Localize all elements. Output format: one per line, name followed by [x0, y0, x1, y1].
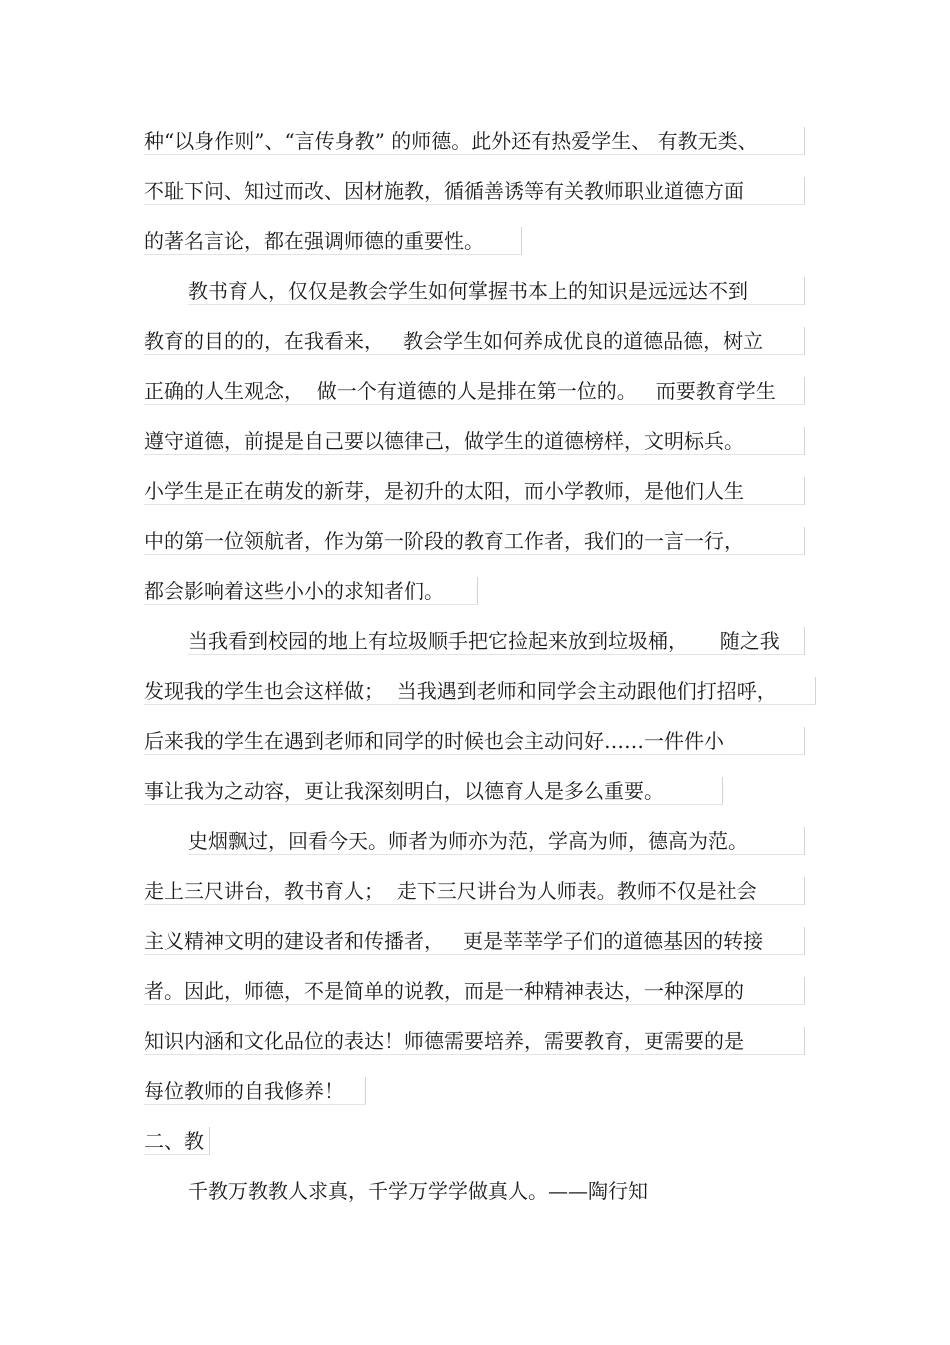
text-line: 中的第一位领航者，作为第一阶段的教育工作者，我们的一言一行，	[144, 527, 805, 555]
text-line: 走上三尺讲台，教书育人； 走下三尺讲台为人师表。教师不仅是社会	[144, 877, 805, 905]
text-line: 小学生是正在萌发的新芽，是初升的太阳，而小学教师，是他们人生	[144, 477, 805, 505]
text-line: 教书育人，仅仅是教会学生如何掌握书本上的知识是远远达不到	[188, 277, 805, 305]
text-line: 者。因此，师德，不是简单的说教，而是一种精神表达，一种深厚的	[144, 977, 805, 1005]
text-line: 每位教师的自我修养！	[144, 1077, 366, 1105]
text-line: 事让我为之动容，更让我深刻明白，以德育人是多么重要。	[144, 777, 723, 805]
section-heading: 二、教	[144, 1127, 210, 1155]
text-line: 当我看到校园的地上有垃圾顺手把它捡起来放到垃圾桶， 随之我	[188, 627, 805, 655]
text-line: 后来我的学生在遇到老师和同学的时候也会主动问好……一件件小	[144, 727, 805, 755]
text-line: 遵守道德，前提是自己要以德律己，做学生的道德榜样，文明标兵。	[144, 427, 805, 455]
text-line: 主义精神文明的建设者和传播者， 更是莘莘学子们的道德基因的转接	[144, 927, 805, 955]
text-line: 正确的人生观念， 做一个有道德的人是排在第一位的。 而要教育学生	[144, 377, 805, 405]
text-line: 的著名言论，都在强调师德的重要性。	[144, 227, 522, 255]
text-line: 发现我的学生也会这样做； 当我遇到老师和同学会主动跟他们打招呼，	[144, 677, 816, 705]
text-line: 史烟飘过，回看今天。师者为师亦为范，学高为师，德高为范。	[188, 827, 805, 855]
text-line: 教育的目的的，在我看来， 教会学生如何养成优良的道德品德，树立	[144, 327, 805, 355]
text-line: 不耻下问、知过而改、因材施教，循循善诱等有关教师职业道德方面	[144, 177, 805, 205]
text-line: 都会影响着这些小小的求知者们。	[144, 577, 478, 605]
text-line: 知识内涵和文化品位的表达！师德需要培养，需要教育，更需要的是	[144, 1027, 805, 1055]
quote-line: 千教万教教人求真，千学万学学做真人。——陶行知	[188, 1179, 648, 1203]
text-line: 种“以身作则”、“言传身教” 的师德。此外还有热爱学生、 有教无类、	[144, 127, 805, 155]
